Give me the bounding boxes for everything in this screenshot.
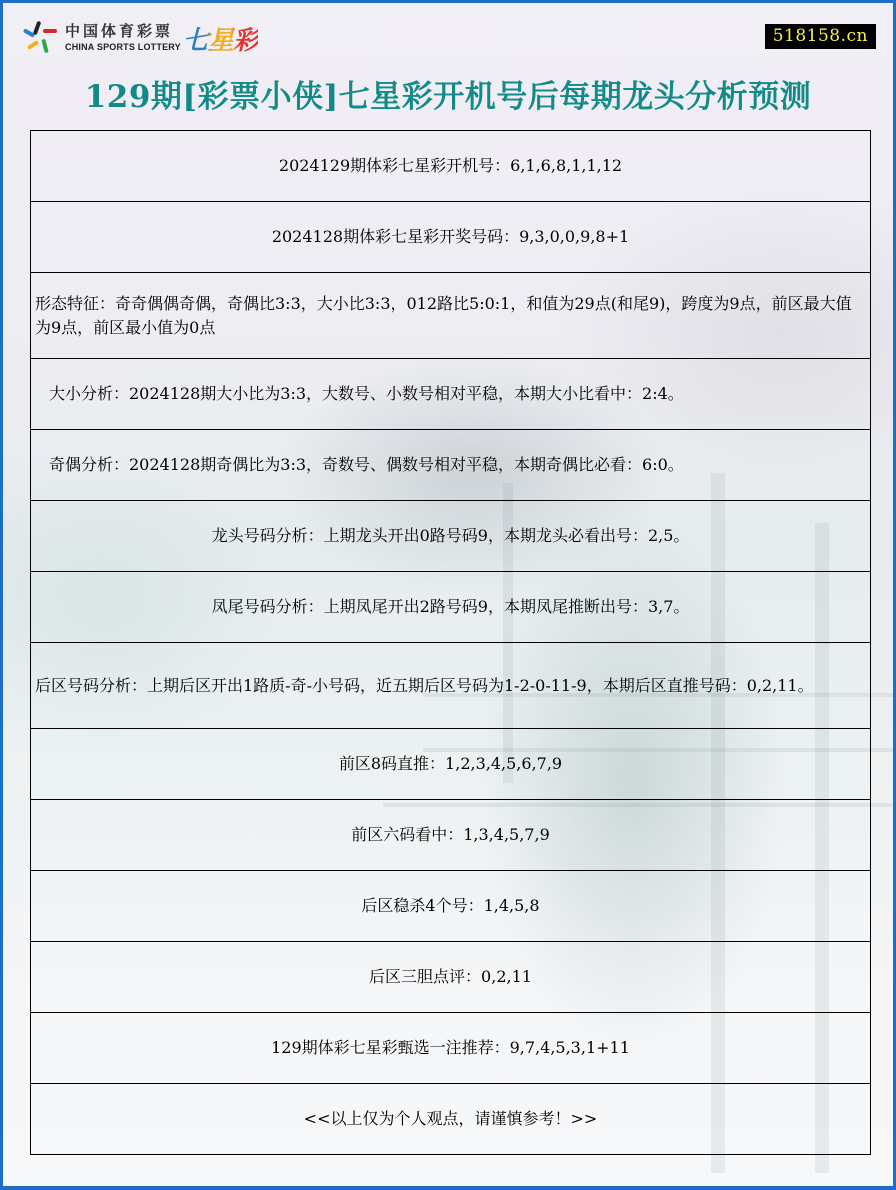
back-3-picks-cell: 后区三胆点评：0,2,11 [31, 942, 871, 1013]
recommended-ticket-cell: 129期体彩七星彩甄选一注推荐：9,7,4,5,3,1+11 [31, 1013, 871, 1084]
table-row [31, 273, 871, 359]
draw-number-cell: 2024129期体彩七星彩开机号：6,1,6,8,1,1,12 [31, 131, 871, 202]
size-analysis-cell: 大小分析：2024128期大小比为3:3，大数号、小数号相对平稳，本期大小比看中：2:4。 [31, 359, 871, 430]
disclaimer-cell: <<以上仅为个人观点，请谨慎参考！>> [31, 1084, 871, 1155]
front-8-picks-cell: 前区8码直推：1,2,3,4,5,6,7,9 [31, 729, 871, 800]
table-row [31, 1084, 871, 1155]
table-row [31, 871, 871, 942]
previous-result-cell: 2024128期体彩七星彩开奖号码：9,3,0,0,9,8+1 [31, 202, 871, 273]
pattern-features-cell: 形态特征：奇奇偶偶奇偶，奇偶比3:3，大小比3:3，012路比5:0:1，和值为29点(和尾9)，跨度为9点，前区最大值为9点，前区最小值为0点 [31, 273, 871, 359]
lottery-logo-text [65, 24, 181, 52]
table-row [31, 359, 871, 430]
head-number-analysis-cell: 龙头号码分析：上期龙头开出0路号码9，本期龙头必看出号：2,5。 [31, 501, 871, 572]
lottery-logo [21, 19, 258, 57]
table-row [31, 729, 871, 800]
analysis-table [30, 130, 871, 1155]
table-row [31, 1013, 871, 1084]
table-row [31, 202, 871, 273]
back-zone-analysis-cell: 后区号码分析：上期后区开出1路质-奇-小号码，近五期后区号码为1-2-0-11-9，本期后区直推号码：0,2,11。 [31, 643, 871, 729]
back-kill-4-cell: 后区稳杀4个号：1,4,5,8 [31, 871, 871, 942]
table-row [31, 131, 871, 202]
logo-game-name: 七星彩 [183, 20, 258, 57]
table-row [31, 643, 871, 729]
table-row [31, 430, 871, 501]
table-row [31, 942, 871, 1013]
front-6-picks-cell: 前区六码看中：1,3,4,5,7,9 [31, 800, 871, 871]
site-domain-badge: 518158.cn [765, 24, 876, 49]
odd-even-analysis-cell: 奇偶分析：2024128期奇偶比为3:3，奇数号、偶数号相对平稳，本期奇偶比必看：6:0。 [31, 430, 871, 501]
china-sports-lottery-logo-icon [21, 19, 59, 57]
table-row [31, 800, 871, 871]
logo-english-name: CHINA SPORTS LOTTERY [65, 42, 181, 52]
table-row [31, 572, 871, 643]
tail-number-analysis-cell: 凤尾号码分析：上期凤尾开出2路号码9，本期凤尾推断出号：3,7。 [31, 572, 871, 643]
header [3, 3, 893, 63]
table-row [31, 501, 871, 572]
page-title: 129期[彩票小侠]七星彩开机号后每期龙头分析预测 [84, 79, 812, 115]
logo-chinese-name: 中国体育彩票 [65, 22, 174, 40]
